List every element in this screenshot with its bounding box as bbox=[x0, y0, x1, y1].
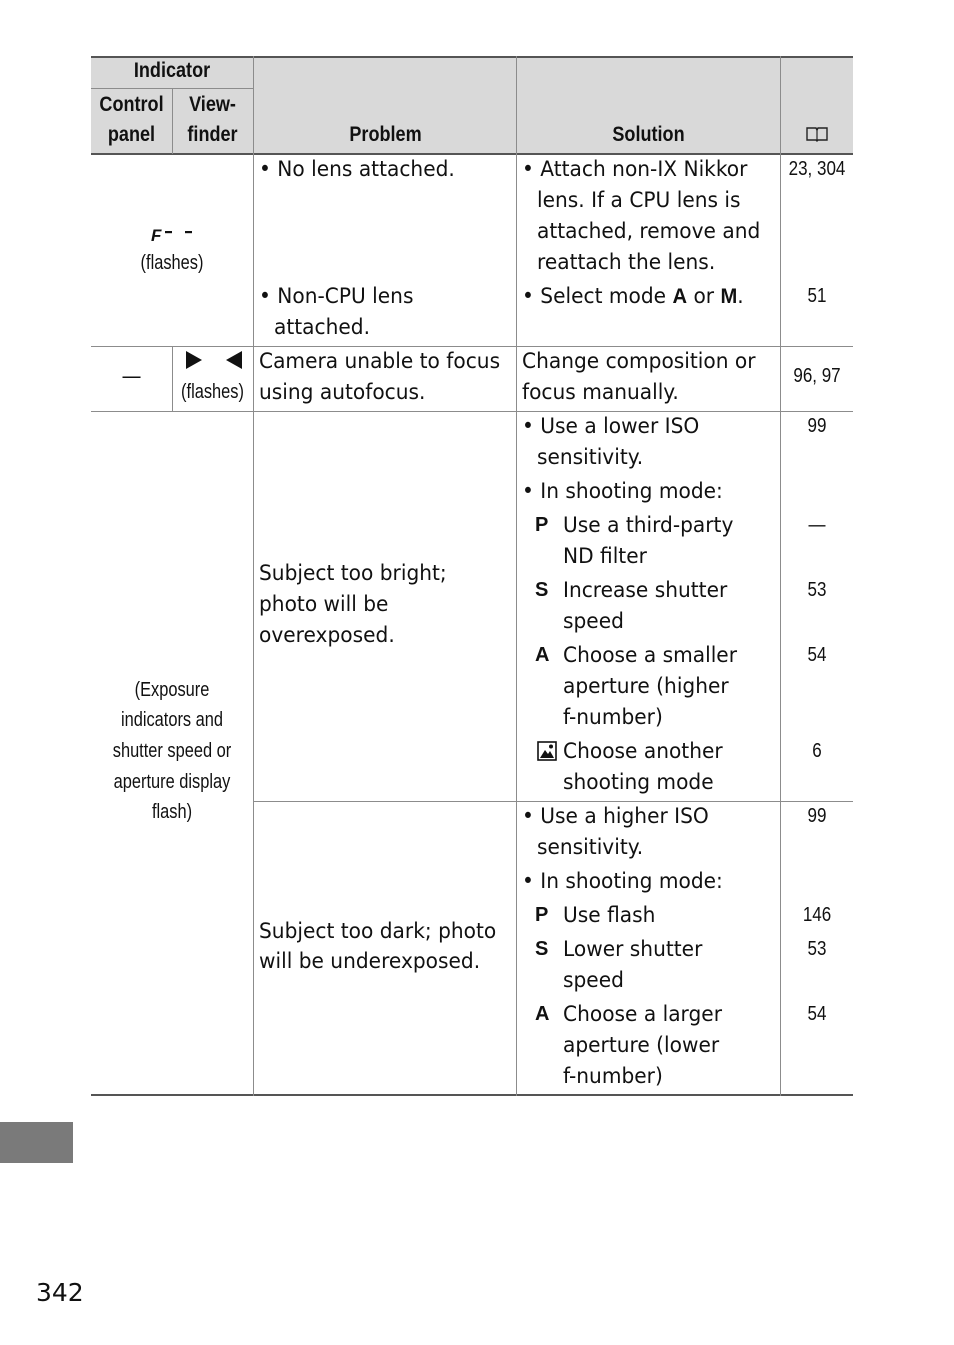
rule-v-header-cp bbox=[172, 88, 173, 154]
row3-a-2: aperture (higher bbox=[563, 674, 729, 698]
rule-bottom bbox=[91, 1094, 853, 1096]
row4-mode-s: S bbox=[535, 938, 549, 960]
row3-s-ref: 53 bbox=[807, 579, 827, 601]
row2-solution-2: focus manually. bbox=[522, 380, 679, 404]
row3-scene-ref: 6 bbox=[812, 740, 822, 762]
row3-problem-3: overexposed. bbox=[259, 623, 395, 647]
row4-a-3: f-number) bbox=[563, 1064, 663, 1088]
row3-problem-2: photo will be bbox=[259, 592, 389, 616]
row4-iso-2: sensitivity. bbox=[537, 835, 644, 859]
header-control-panel-2: panel bbox=[107, 123, 156, 146]
row4-s-2: speed bbox=[563, 968, 624, 992]
exposure-note-2: indicators and bbox=[120, 709, 224, 731]
row1-solution-a-4: reattach the lens. bbox=[537, 250, 716, 274]
rule-v-solution bbox=[516, 56, 517, 1096]
section-tab-marker bbox=[0, 1122, 73, 1163]
row3-mode-a: A bbox=[535, 644, 550, 666]
row3-a-1: Choose a smaller bbox=[563, 643, 737, 667]
row4-problem-2: will be underexposed. bbox=[259, 949, 481, 973]
row1-problem-a: • No lens attached. bbox=[259, 157, 455, 181]
solution-b-text: • Select mode bbox=[522, 284, 673, 308]
scene-mode-icon bbox=[537, 741, 557, 761]
row3-a-ref: 54 bbox=[807, 644, 827, 666]
exposure-note-1: (Exposure bbox=[134, 679, 210, 701]
row3-a-3: f-number) bbox=[563, 705, 663, 729]
row2-problem-2: using autofocus. bbox=[259, 380, 426, 404]
troubleshooting-table bbox=[91, 56, 853, 1096]
row4-shooting-mode: • In shooting mode: bbox=[522, 869, 723, 893]
row1-indicator-note: (flashes) bbox=[140, 252, 204, 274]
row2-problem-1: Camera unable to focus bbox=[259, 349, 501, 373]
row4-iso-ref: 99 bbox=[807, 805, 827, 827]
row4-s-1: Lower shutter bbox=[563, 937, 703, 961]
row3-p-1: Use a third-party bbox=[563, 513, 734, 537]
header-solution: Solution bbox=[612, 123, 685, 146]
rule-v-problem bbox=[253, 56, 254, 1096]
row3-p-ref: — bbox=[808, 514, 826, 536]
rule-v-ref bbox=[780, 56, 781, 1096]
row3-mode-p: P bbox=[535, 514, 549, 536]
row4-mode-p: P bbox=[535, 904, 549, 926]
row4-a-1: Choose a larger bbox=[563, 1002, 722, 1026]
row4-mode-a: A bbox=[535, 1003, 550, 1025]
row4-problem-1: Subject too dark; photo bbox=[259, 919, 497, 943]
row3-p-2: ND filter bbox=[563, 544, 647, 568]
header-indicator: Indicator bbox=[133, 59, 211, 82]
exposure-note-3: shutter speed or bbox=[112, 740, 232, 762]
row3-mode-s: S bbox=[535, 579, 549, 601]
book-icon bbox=[805, 126, 829, 142]
row4-s-ref: 53 bbox=[807, 938, 827, 960]
lcd-f-dash-symbol bbox=[149, 224, 195, 244]
rule-top bbox=[91, 56, 853, 58]
focus-indicator-icon bbox=[184, 349, 244, 371]
mode-m-label: M bbox=[720, 285, 738, 308]
header-control-panel-1: Control bbox=[99, 93, 164, 116]
solution-b-or: or bbox=[687, 284, 721, 308]
mode-a-label: A bbox=[672, 285, 688, 308]
row2-viewfinder-note: (flashes) bbox=[181, 381, 244, 403]
row1-ref-a: 23, 304 bbox=[788, 158, 846, 180]
exposure-note-5: flash) bbox=[151, 801, 193, 823]
row1-problem-b-2: attached. bbox=[274, 315, 370, 339]
row4-p-ref: 146 bbox=[802, 904, 832, 926]
header-viewfinder-1: View- bbox=[189, 93, 236, 116]
row3-s-2: speed bbox=[563, 609, 624, 633]
page-number: 342 bbox=[36, 1278, 84, 1307]
row3-iso-1: • Use a lower ISO bbox=[522, 414, 700, 438]
solution-b-period: . bbox=[737, 284, 744, 308]
rule-v-row2-cp bbox=[172, 346, 173, 411]
row3-iso-ref: 99 bbox=[807, 415, 827, 437]
row2-solution-1: Change composition or bbox=[522, 349, 756, 373]
row4-a-2: aperture (lower bbox=[563, 1033, 720, 1057]
row3-s-1: Increase shutter bbox=[563, 578, 728, 602]
header-viewfinder-2: finder bbox=[187, 123, 238, 146]
row1-solution-a-2: lens. If a CPU lens is bbox=[537, 188, 741, 212]
row1-problem-b-1: • Non-CPU lens bbox=[259, 284, 414, 308]
row2-control-panel: — bbox=[122, 363, 141, 388]
row1-solution-b bbox=[522, 281, 744, 312]
row3-problem-1: Subject too bright; bbox=[259, 561, 447, 585]
rule-row2 bbox=[91, 411, 853, 412]
row4-p-1: Use flash bbox=[563, 903, 656, 927]
row2-ref: 96, 97 bbox=[793, 365, 841, 387]
row3-scene-1: Choose another bbox=[563, 739, 723, 763]
row1-solution-a-1: • Attach non-IX Nikkor bbox=[522, 157, 748, 181]
row3-shooting-mode: • In shooting mode: bbox=[522, 479, 723, 503]
row3-scene-2: shooting mode bbox=[563, 770, 714, 794]
exposure-note-4: aperture display bbox=[113, 771, 231, 793]
row4-a-ref: 54 bbox=[807, 1003, 827, 1025]
header-problem: Problem bbox=[349, 123, 422, 146]
row1-ref-b: 51 bbox=[807, 285, 827, 307]
svg-text:F: F bbox=[151, 226, 162, 244]
row3-iso-2: sensitivity. bbox=[537, 445, 644, 469]
row4-iso-1: • Use a higher ISO bbox=[522, 804, 709, 828]
row1-solution-a-3: attached, remove and bbox=[537, 219, 761, 243]
